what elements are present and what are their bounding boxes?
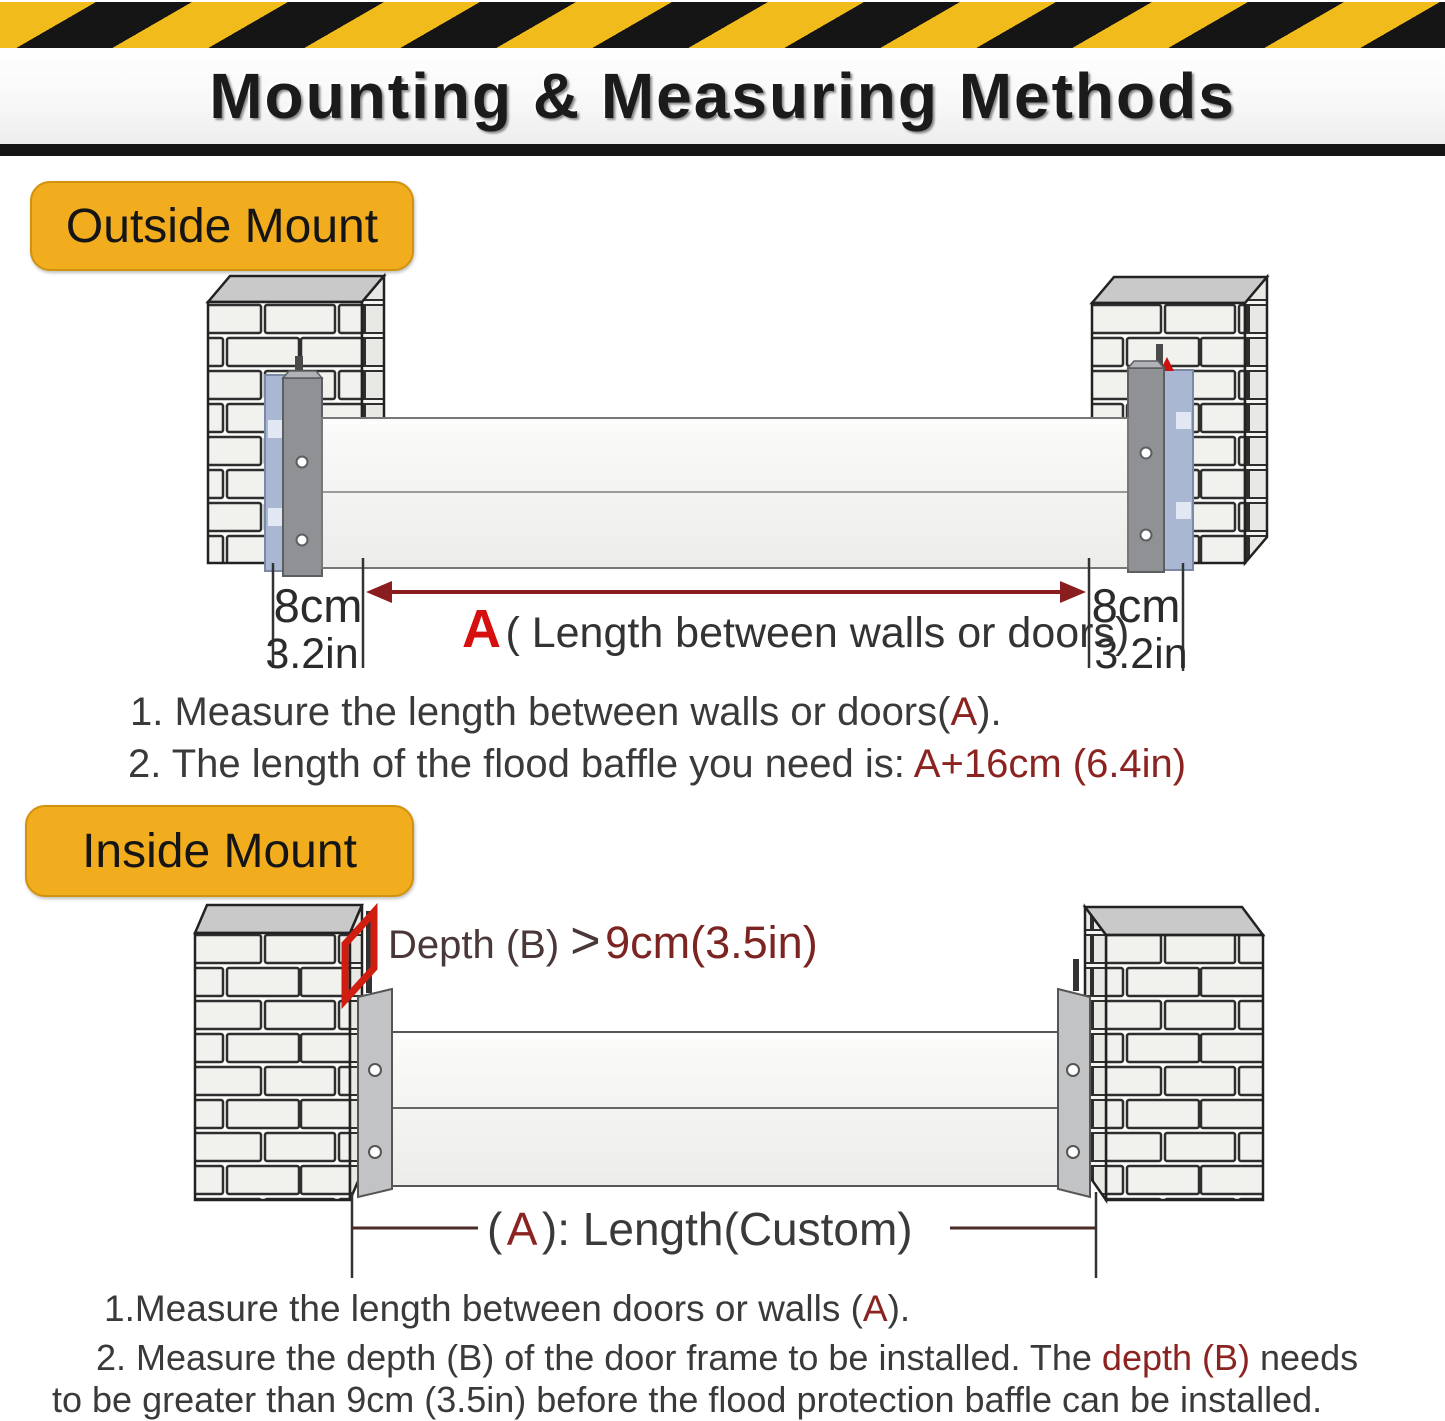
screw-hole: [369, 1146, 381, 1158]
rail-slot: [268, 420, 283, 438]
outside-mount-badge: [30, 181, 414, 271]
step-text: needs: [1250, 1337, 1359, 1378]
greater-than-sign: >: [570, 912, 601, 970]
step-text: ).: [887, 1288, 911, 1329]
right-pillar-top-face: [1092, 277, 1267, 303]
screw-hole: [297, 457, 308, 468]
step-highlight: depth (B): [1101, 1337, 1250, 1378]
right-blue-rail: [1164, 370, 1193, 570]
flood-barrier-panels: [392, 1032, 1058, 1186]
span-label: [462, 599, 1129, 659]
outside-step-1: [130, 690, 1002, 735]
screw-hole: [297, 535, 308, 546]
left-pillar-front-face: [195, 933, 350, 1200]
right-pillar-front-face: [1106, 935, 1263, 1200]
clamp-bar-bevel: [1128, 361, 1164, 368]
step-text: to be greater than 9cm (3.5in) before the flood protection baffle can be installed.: [52, 1379, 1323, 1420]
right-offset-in: 3.2in: [1094, 630, 1188, 678]
step-highlight: A: [950, 690, 978, 734]
depth-label-text: Depth (B): [388, 923, 571, 967]
banner-title-band: [0, 48, 1445, 144]
inside-step-2-line-1: [96, 1337, 1358, 1379]
step-text: 1.Measure the length between doors or walls (: [104, 1288, 863, 1329]
inside-mount-badge-label: Inside Mount: [82, 824, 357, 878]
left-brick-pillar: [195, 905, 362, 1200]
left-pillar-top-face: [195, 905, 362, 933]
length-label-rest: ): Length(Custom): [541, 1203, 913, 1255]
outside-mount-diagram: [0, 270, 1445, 680]
left-offset-cm: 8cm: [273, 579, 363, 632]
span-label-letter: A: [462, 599, 501, 659]
banner-underline: [0, 144, 1445, 156]
right-mount-channel: [1128, 344, 1193, 572]
inside-step-2-line-2: [52, 1379, 1322, 1421]
right-pillar-top-face: [1085, 907, 1263, 935]
rail-slot: [268, 508, 283, 526]
left-mount-channel: [265, 356, 322, 576]
step-highlight: A: [862, 1288, 888, 1329]
screw-hole: [369, 1064, 381, 1076]
anchor-rod: [1073, 959, 1079, 991]
outside-step-2: [128, 742, 1186, 787]
page-title: Mounting & Measuring Methods: [209, 60, 1236, 132]
clamp-bar-bevel: [283, 371, 322, 378]
step-text: 1. Measure the length between walls or doors(: [130, 690, 951, 734]
depth-value: 9cm(3.5in): [605, 917, 818, 968]
span-label-caption: ( Length between walls or doors): [505, 609, 1130, 657]
screw-hole: [1141, 448, 1152, 459]
right-brick-pillar: [1085, 907, 1263, 1200]
screw-hole: [1141, 530, 1152, 541]
bracket-plate: [358, 989, 392, 1197]
left-offset-in: 3.2in: [265, 630, 359, 678]
step-text: ).: [977, 690, 1002, 734]
length-label: [487, 1203, 913, 1255]
bracket-plate: [1058, 989, 1090, 1197]
arrow-head-left: [366, 581, 392, 603]
inside-mount-diagram: [0, 900, 1445, 1290]
hazard-tape-stripe: [0, 2, 1445, 48]
flood-barrier-panels: [322, 418, 1128, 568]
left-pillar-top-face: [208, 276, 384, 302]
step-highlight: A+16cm (6.4in): [913, 742, 1187, 786]
length-label-letter: A: [506, 1203, 538, 1255]
outside-mount-badge-label: Outside Mount: [65, 199, 379, 253]
screw-hole: [1067, 1146, 1079, 1158]
inside-mount-badge: [25, 805, 414, 897]
rail-slot: [1176, 502, 1191, 519]
depth-label: [388, 912, 818, 970]
right-pillar-side-face: [1245, 277, 1267, 563]
length-label-open: (: [487, 1203, 503, 1255]
step-text: 2. The length of the flood baffle you need is:: [128, 742, 914, 786]
rail-slot: [1176, 412, 1191, 429]
screw-hole: [1067, 1064, 1079, 1076]
right-offset-cm: 8cm: [1091, 579, 1181, 632]
arrow-head-right: [1060, 581, 1086, 603]
step-text: 2. Measure the depth (B) of the door frame to be installed. The: [96, 1337, 1102, 1378]
inside-step-1: [104, 1288, 910, 1330]
